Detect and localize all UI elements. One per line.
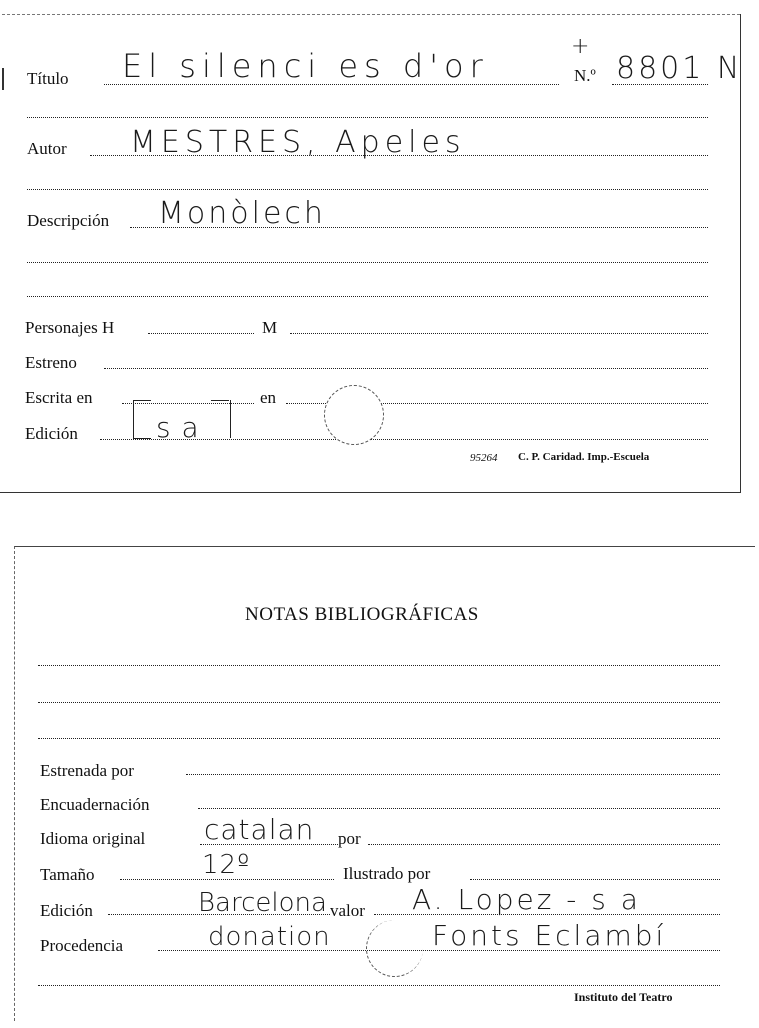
personajes-m-line	[290, 333, 708, 334]
estreno-line	[104, 368, 708, 369]
b-edicion-value: Barcelona	[198, 888, 327, 918]
idioma-por-label: por	[338, 829, 361, 848]
autor-extra-line	[27, 189, 708, 190]
valor-label: valor	[330, 901, 365, 920]
ilustrado-label: Ilustrado por	[343, 864, 431, 883]
procedencia-label: Procedencia	[40, 936, 124, 955]
ilustrado-line	[470, 879, 720, 880]
personajes-m-label: M	[262, 318, 278, 337]
estreno-label: Estreno	[25, 353, 77, 372]
titulo-extra-line	[27, 117, 708, 118]
personajes-h-line	[148, 333, 254, 334]
autor-value: MESTRES, Apeles	[130, 125, 466, 160]
notas-line-1	[38, 665, 720, 666]
encuadernacion-label: Encuadernación	[40, 795, 150, 814]
notas-heading: NOTAS BIBLIOGRÁFICAS	[245, 604, 479, 625]
tamano-value: 12º	[202, 850, 251, 880]
valor-value: A. Lopez - s a	[412, 883, 641, 916]
edicion-bracket-bottom	[133, 438, 151, 439]
number-label: N.º	[574, 66, 596, 85]
printer-code: 95264	[470, 452, 498, 464]
idioma-value: catalan	[204, 813, 315, 846]
punch-hole	[324, 385, 384, 445]
number-line	[612, 84, 708, 85]
printer-text: C. P. Caridad. Imp.-Escuela	[518, 451, 650, 463]
margin-tick	[2, 68, 4, 90]
titulo-label: Título	[27, 69, 69, 88]
card-separator	[0, 492, 740, 493]
encuadernacion-line	[198, 808, 720, 809]
edicion-bracket-top	[133, 400, 151, 401]
estrenada-label: Estrenada por	[40, 761, 134, 780]
number-cross: +	[571, 34, 590, 59]
number-value: 8801 N	[616, 51, 743, 86]
notas-line-3	[38, 738, 720, 739]
procedencia-value-2: Fonts Eclambí	[432, 919, 667, 952]
escrita-label: Escrita en	[25, 388, 93, 407]
notas-line-2	[38, 702, 720, 703]
footer-text: Instituto del Teatro	[574, 990, 673, 1004]
autor-label: Autor	[27, 139, 67, 158]
estrenada-line	[186, 774, 720, 775]
edicion-value: s a	[156, 411, 200, 444]
tamano-label: Tamaño	[40, 865, 95, 884]
b-edicion-label: Edición	[40, 901, 93, 920]
edicion-bracket-top-right	[211, 400, 229, 401]
procedencia-value: donation	[208, 922, 331, 952]
descripcion-extra-line-1	[27, 262, 708, 263]
bottom-punch-hole	[366, 920, 423, 977]
final-line	[38, 985, 720, 986]
escrita-en-label: en	[260, 388, 277, 407]
edicion-label: Edición	[25, 424, 78, 443]
idioma-label: Idioma original	[40, 829, 146, 848]
idioma-por-line	[368, 844, 720, 845]
descripcion-value: Monòlech	[158, 196, 326, 231]
descripcion-extra-line-2	[27, 296, 708, 297]
descripcion-label: Descripción	[27, 211, 110, 230]
titulo-value: El silenci es d'or	[122, 47, 489, 85]
personajes-label: Personajes H	[25, 318, 115, 337]
